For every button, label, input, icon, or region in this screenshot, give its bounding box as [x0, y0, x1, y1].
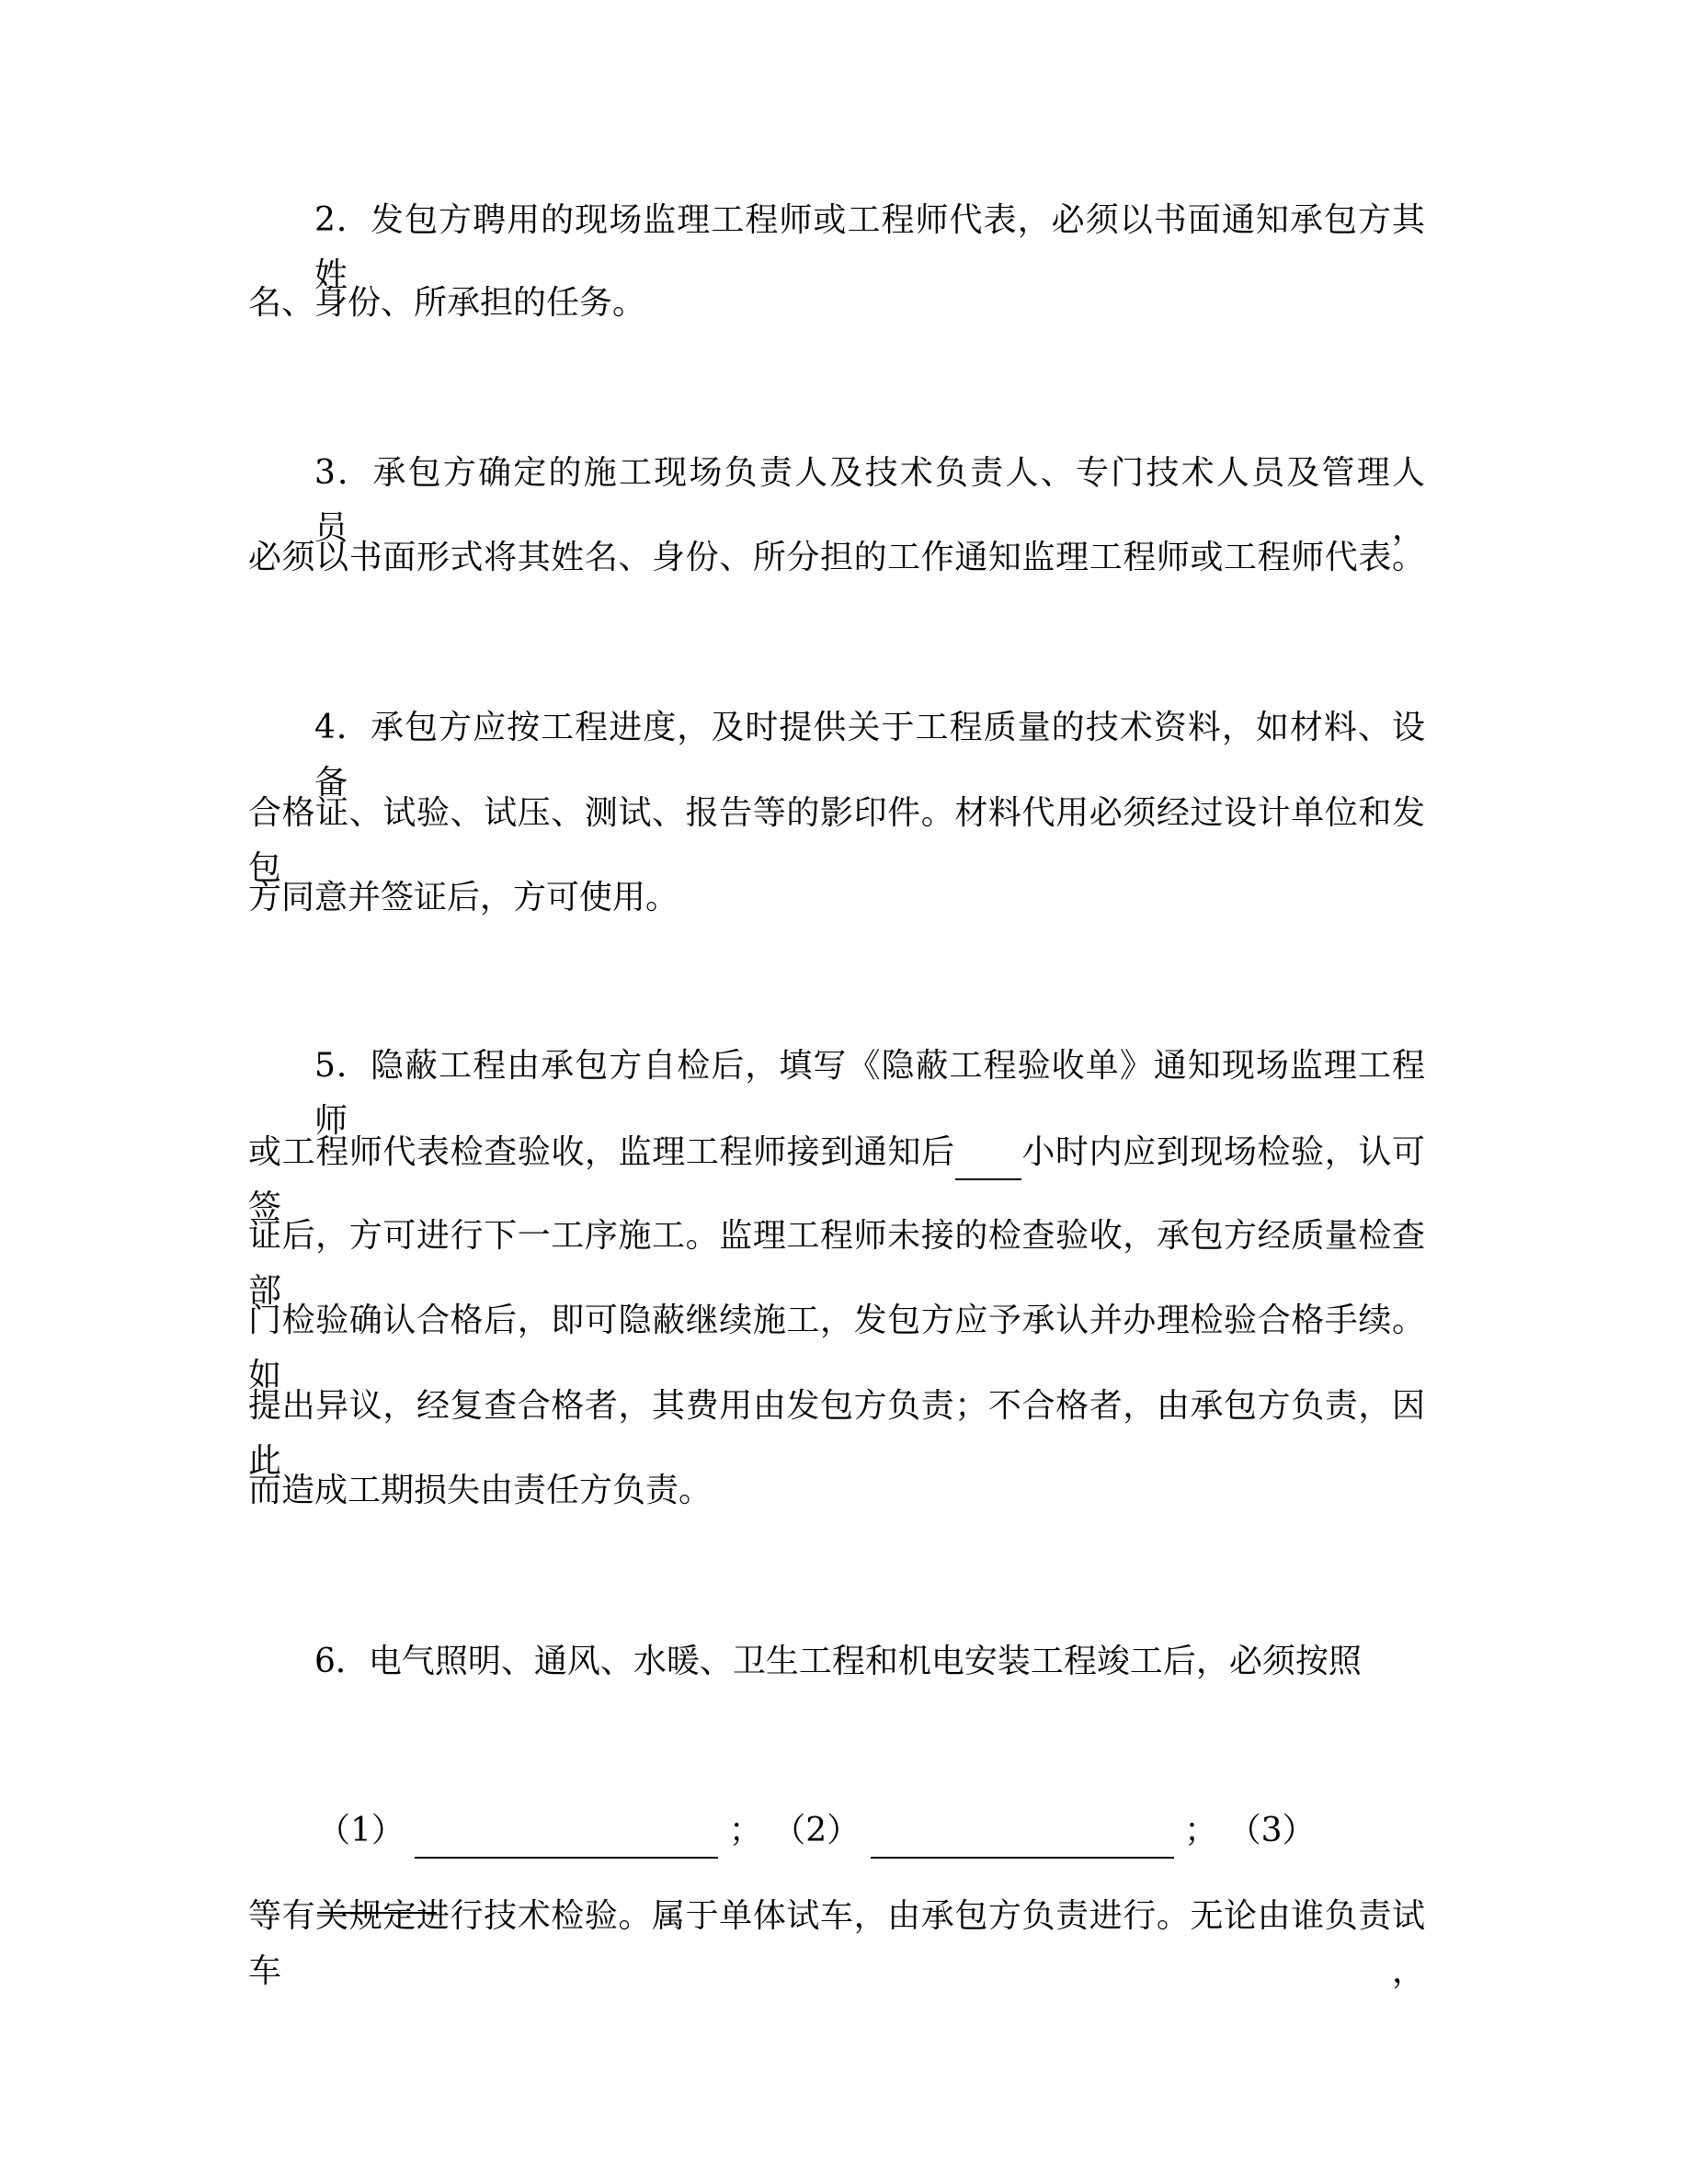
- p6-line-1: 6．电气照明、通风、水暖、卫生工程和机电安装工程竣工后，必须按照: [314, 1643, 1362, 1680]
- separator-2: ；: [1184, 1812, 1218, 1849]
- hours-blank[interactable]: [955, 1142, 1021, 1180]
- p5-line-2b: 小时内应到现场检验，认可签: [248, 1133, 1425, 1226]
- p2-line-1: 2．发包方聘用的现场监理工程师或工程师代表，必须以书面通知承包方其姓: [314, 201, 1425, 294]
- separator-1: ；: [728, 1812, 762, 1849]
- p5-line-2a: 或工程师代表检查验收，监理工程师接到通知后: [248, 1133, 955, 1171]
- p5-line-3: 证后，方可进行下一工序施工。监理工程师未接的检查验收，承包方经质量检查部: [248, 1217, 1425, 1310]
- p3-line-1: 3．承包方确定的施工现场负责人及技术负责人、专门技术人员及管理人员，: [314, 454, 1425, 547]
- blank-1-label: （1）: [317, 1812, 405, 1849]
- p5-line-4: 门检验确认合格后，即可隐蔽继续施工，发包方应予承认并办理检验合格手续。如: [248, 1302, 1425, 1394]
- p3-line-2: 必须以书面形式将其姓名、身份、所分担的工作通知监理工程师或工程师代表。: [248, 539, 1425, 576]
- blank-2-label: （2）: [772, 1812, 861, 1849]
- blank-1[interactable]: [415, 1820, 718, 1859]
- p5-line-1: 5．隐蔽工程由承包方自检后，填写《隐蔽工程验收单》通知现场监理工程师: [314, 1047, 1425, 1140]
- p4-line-3: 方同意并签证后，方可使用。: [248, 879, 679, 916]
- p4-line-2: 合格证、试验、试压、测试、报告等的影印件。材料代用必须经过设计单位和发包: [248, 794, 1425, 887]
- p5-line-6: 而造成工期损失由责任方负责。: [248, 1472, 713, 1509]
- p4-line-1: 4．承包方应按工程进度，及时提供关于工程质量的技术资料，如材料、设备: [314, 709, 1425, 802]
- blank-3-label: （3）: [1227, 1812, 1316, 1849]
- p2-line-2: 名、身份、所承担的任务。: [248, 284, 646, 322]
- blank-2[interactable]: [871, 1820, 1174, 1859]
- p6-line-2: 等有关规定进行技术检验。属于单体试车，由承包方负责进行。无论由谁负责试车，: [248, 1897, 1425, 1990]
- p5-line-5: 提出异议，经复查合格者，其费用由发包方负责；不合格者，由承包方负责，因此: [248, 1387, 1425, 1480]
